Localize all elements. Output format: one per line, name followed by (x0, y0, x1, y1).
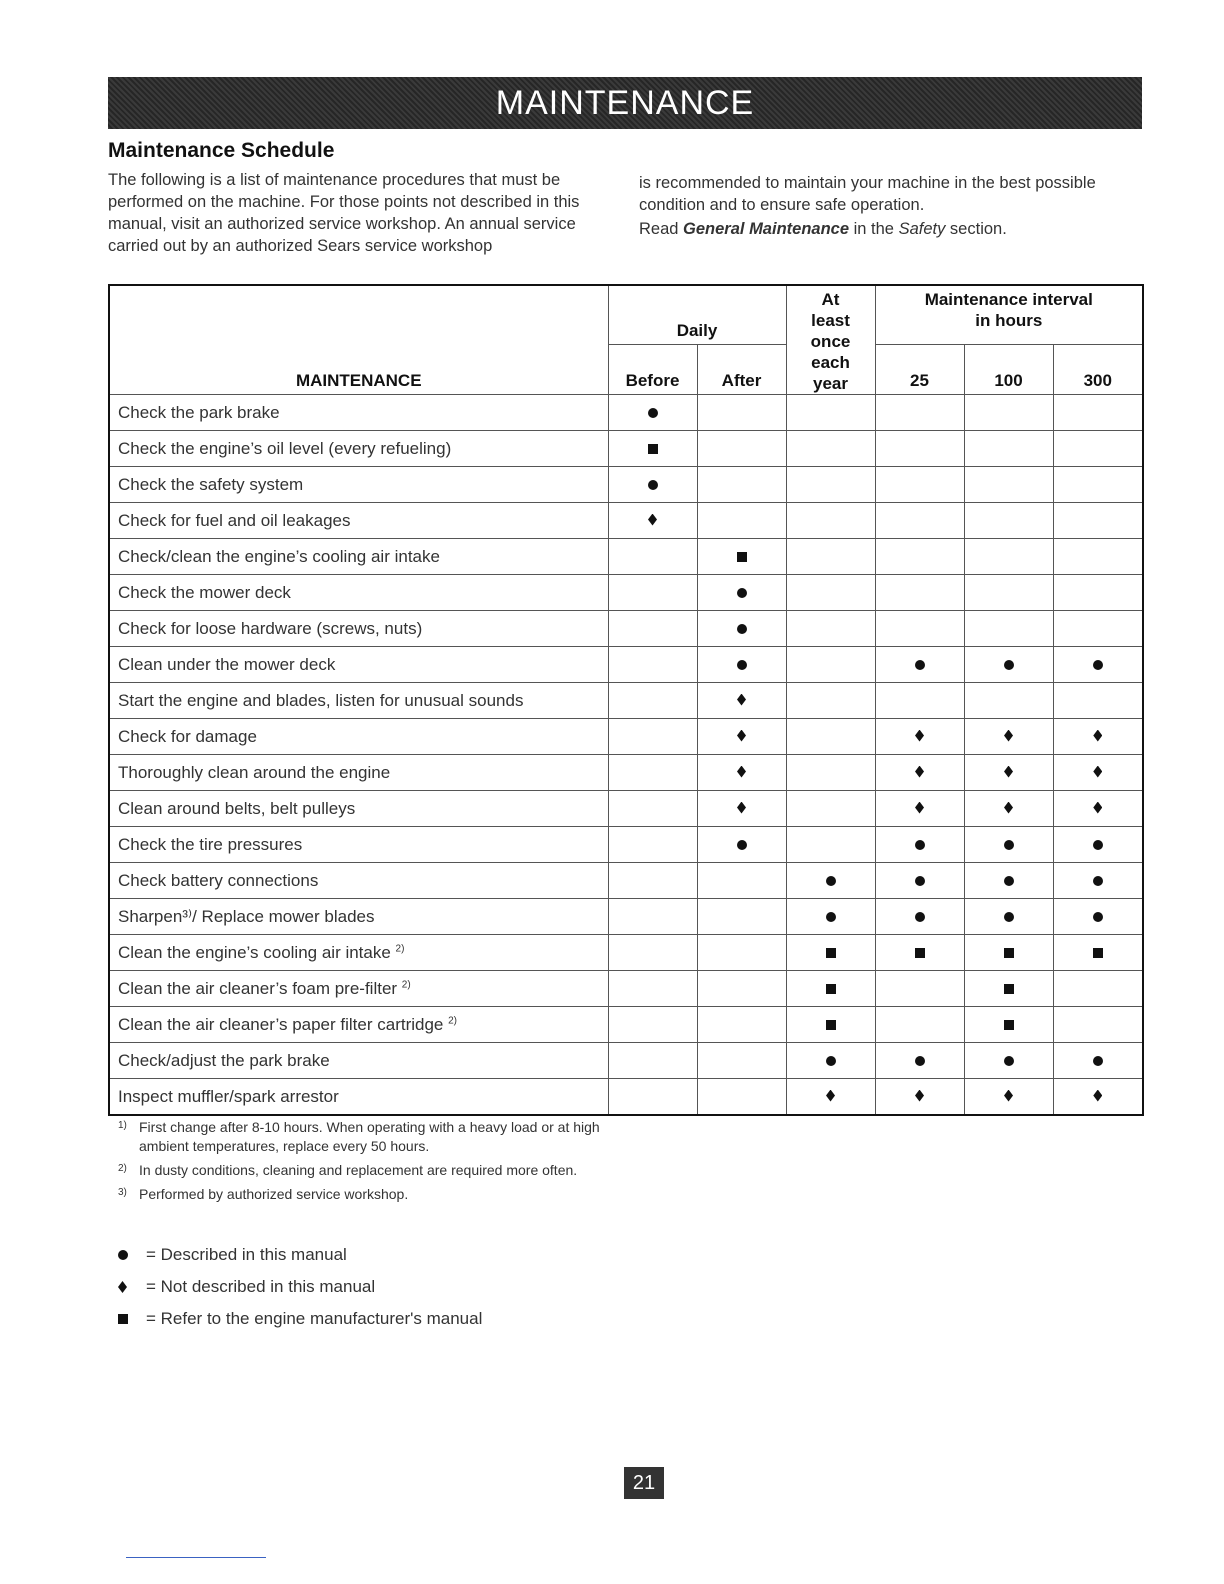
diamond-icon (915, 766, 924, 778)
circle-icon (737, 840, 747, 850)
cell-h25 (875, 683, 964, 719)
cell-h25 (875, 647, 964, 683)
cell-h300 (1053, 611, 1143, 647)
cell-before (608, 539, 697, 575)
cell-annual (786, 935, 875, 971)
cell-h25 (875, 827, 964, 863)
circle-icon (1004, 912, 1014, 922)
cell-before (608, 1007, 697, 1043)
footnote-text: Performed by authorized service workshop. (139, 1186, 409, 1202)
task-label: Check for loose hardware (screws, nuts) (118, 618, 423, 638)
legend-text: = Not described in this manual (146, 1277, 376, 1296)
square-icon (648, 444, 658, 454)
footnote-mark: 2) (118, 1163, 127, 1174)
cell-h25 (875, 467, 964, 503)
diamond-icon (1093, 766, 1102, 778)
task-cell (109, 467, 608, 503)
task-cell (109, 971, 608, 1007)
page-number: 21 (624, 1467, 664, 1499)
diamond-icon (737, 766, 746, 778)
cell-h300 (1053, 395, 1143, 431)
cell-before (608, 899, 697, 935)
cell-h25 (875, 431, 964, 467)
task-label: Clean the engine’s cooling air intake (118, 942, 396, 962)
circle-icon (915, 840, 925, 850)
circle-icon (915, 876, 925, 886)
cell-annual (786, 1007, 875, 1043)
legend-item (118, 1303, 482, 1335)
header-after: After (697, 345, 786, 395)
task-label: Clean under the mower deck (118, 654, 336, 674)
cell-h25 (875, 575, 964, 611)
cell-annual (786, 503, 875, 539)
cell-h25 (875, 1079, 964, 1116)
legend-symbol (118, 1281, 146, 1293)
header-interval: Maintenance interval in hours (875, 285, 1143, 345)
footnote-text: In dusty conditions, cleaning and replacement are required more often. (139, 1162, 578, 1178)
legend-item (118, 1239, 482, 1271)
page-title: Maintenance Schedule (108, 139, 335, 162)
circle-icon (1004, 660, 1014, 670)
cell-h100 (964, 647, 1053, 683)
maintenance-schedule-table (108, 284, 1144, 1116)
task-label: Clean the air cleaner’s paper filter cartridge (118, 1014, 449, 1034)
cell-h100 (964, 719, 1053, 755)
cell-after (697, 791, 786, 827)
circle-icon (1093, 876, 1103, 886)
cell-after (697, 467, 786, 503)
footnote-text: First change after 8-10 hours. When operating with a heavy load or at high ambient temperatures, replace every 50 hours. (139, 1119, 600, 1154)
cell-h300 (1053, 1079, 1143, 1116)
diamond-icon (915, 1090, 924, 1102)
cell-after (697, 899, 786, 935)
cell-h100 (964, 683, 1053, 719)
task-cell (109, 683, 608, 719)
circle-icon (737, 660, 747, 670)
header-daily: Daily (608, 285, 786, 345)
task-label: Check the mower deck (118, 582, 291, 602)
square-icon (118, 1314, 128, 1324)
task-label: Thoroughly clean around the engine (118, 762, 391, 782)
cell-after (697, 719, 786, 755)
header-100: 100 (964, 345, 1053, 395)
cell-before (608, 467, 697, 503)
cell-h25 (875, 863, 964, 899)
cell-h25 (875, 899, 964, 935)
cell-before (608, 719, 697, 755)
task-cell (109, 647, 608, 683)
cell-h25 (875, 971, 964, 1007)
square-icon (1004, 984, 1014, 994)
task-label: Check battery connections (118, 870, 319, 890)
task-label: Check/clean the engine’s cooling air intake (118, 546, 440, 566)
table-row (109, 899, 1143, 935)
cell-after (697, 863, 786, 899)
cell-h100 (964, 611, 1053, 647)
read-suffix: section. (945, 220, 1007, 238)
table-row (109, 791, 1143, 827)
cell-h300 (1053, 971, 1143, 1007)
table-row (109, 611, 1143, 647)
cell-after (697, 539, 786, 575)
cell-before (608, 611, 697, 647)
header-annual: At least once each year (786, 285, 875, 395)
cell-h100 (964, 503, 1053, 539)
square-icon (915, 948, 925, 958)
cell-before (608, 1079, 697, 1116)
cell-after (697, 755, 786, 791)
cell-annual (786, 755, 875, 791)
task-footnote-ref: 2) (401, 978, 411, 990)
legend-text: = Refer to the engine manufacturer's manual (146, 1309, 483, 1328)
task-cell (109, 539, 608, 575)
cell-before (608, 863, 697, 899)
diamond-icon (118, 1281, 127, 1293)
square-icon (826, 948, 836, 958)
cell-before (608, 935, 697, 971)
task-cell (109, 1007, 608, 1043)
task-cell (109, 827, 608, 863)
cell-after (697, 395, 786, 431)
diamond-icon (826, 1090, 835, 1102)
square-icon (737, 552, 747, 562)
cell-h300 (1053, 935, 1143, 971)
circle-icon (1093, 1056, 1103, 1066)
legend-text: = Described in this manual (146, 1245, 347, 1264)
task-cell (109, 863, 608, 899)
cell-h300 (1053, 539, 1143, 575)
circle-icon (826, 912, 836, 922)
cell-annual (786, 683, 875, 719)
table-row (109, 539, 1143, 575)
cell-h300 (1053, 863, 1143, 899)
circle-icon (648, 480, 658, 490)
cell-h25 (875, 395, 964, 431)
task-label: Check for fuel and oil leakages (118, 510, 351, 530)
task-cell (109, 431, 608, 467)
cell-h300 (1053, 683, 1143, 719)
cell-annual (786, 539, 875, 575)
cell-annual (786, 575, 875, 611)
table-row (109, 827, 1143, 863)
cell-annual (786, 1079, 875, 1116)
circle-icon (737, 588, 747, 598)
task-cell (109, 1043, 608, 1079)
task-label: Check for damage (118, 726, 257, 746)
task-label: Clean around belts, belt pulleys (118, 798, 356, 818)
square-icon (1093, 948, 1103, 958)
task-footnote-ref: 2) (395, 942, 405, 954)
task-label: Check the safety system (118, 474, 304, 494)
cell-h300 (1053, 1043, 1143, 1079)
cell-h25 (875, 1007, 964, 1043)
cell-after (697, 827, 786, 863)
cell-h100 (964, 539, 1053, 575)
task-cell (109, 899, 608, 935)
diamond-icon (915, 802, 924, 814)
diamond-icon (737, 730, 746, 742)
circle-icon (1004, 876, 1014, 886)
cell-annual (786, 1043, 875, 1079)
task-cell (109, 755, 608, 791)
circle-icon (1093, 840, 1103, 850)
cell-h25 (875, 791, 964, 827)
cell-after (697, 935, 786, 971)
cell-h300 (1053, 647, 1143, 683)
header-25: 25 (875, 345, 964, 395)
table-row (109, 755, 1143, 791)
cell-annual (786, 647, 875, 683)
section-banner (108, 77, 1142, 129)
cell-h100 (964, 971, 1053, 1007)
task-cell (109, 575, 608, 611)
task-cell (109, 719, 608, 755)
cell-annual (786, 611, 875, 647)
cell-before (608, 575, 697, 611)
circle-icon (1093, 912, 1103, 922)
table-row (109, 863, 1143, 899)
cell-h100 (964, 395, 1053, 431)
table-row (109, 683, 1143, 719)
table-row (109, 431, 1143, 467)
cell-h25 (875, 611, 964, 647)
cell-annual (786, 395, 875, 431)
read-italic-ref: Safety (898, 220, 946, 238)
diamond-icon (1093, 730, 1102, 742)
cell-h300 (1053, 827, 1143, 863)
task-cell (109, 791, 608, 827)
cell-after (697, 575, 786, 611)
read-mid: in the (849, 220, 899, 238)
task-label: Check the park brake (118, 402, 280, 422)
header-maintenance: MAINTENANCE (109, 285, 608, 395)
circle-icon (737, 624, 747, 634)
task-label: Start the engine and blades, listen for unusual sounds (118, 690, 524, 710)
table-row (109, 503, 1143, 539)
schedule-body (109, 395, 1143, 1116)
read-prefix: Read (639, 220, 684, 238)
circle-icon (915, 1056, 925, 1066)
table-row (109, 1043, 1143, 1079)
square-icon (1004, 1020, 1014, 1030)
square-icon (826, 1020, 836, 1030)
cell-after (697, 683, 786, 719)
cell-h100 (964, 1079, 1053, 1116)
banner-title: MAINTENANCE (495, 83, 755, 122)
header-before: Before (608, 345, 697, 395)
cell-h25 (875, 755, 964, 791)
cell-before (608, 503, 697, 539)
header-300: 300 (1053, 345, 1143, 395)
diamond-icon (1004, 1090, 1013, 1102)
circle-icon (118, 1250, 128, 1260)
cell-h25 (875, 539, 964, 575)
legend-symbol (118, 1314, 146, 1324)
footnote-mark: 3) (118, 1187, 127, 1198)
task-footnote-ref: 2) (448, 1014, 458, 1026)
table-row (109, 1079, 1143, 1116)
cell-before (608, 1043, 697, 1079)
diamond-icon (1004, 766, 1013, 778)
diamond-icon (737, 802, 746, 814)
table-row (109, 935, 1143, 971)
circle-icon (1004, 1056, 1014, 1066)
legend-symbol (118, 1250, 146, 1260)
cell-annual (786, 467, 875, 503)
cell-after (697, 971, 786, 1007)
table-row (109, 575, 1143, 611)
task-label: Sharpen³⁾/ Replace mower blades (118, 906, 375, 926)
cell-before (608, 395, 697, 431)
task-label: Check/adjust the park brake (118, 1050, 330, 1070)
square-icon (826, 984, 836, 994)
cell-h300 (1053, 431, 1143, 467)
cell-h300 (1053, 467, 1143, 503)
circle-icon (915, 660, 925, 670)
read-bold-ref: General Maintenance (683, 220, 850, 238)
bottom-rule (126, 1557, 266, 1558)
footnote-item (118, 1118, 618, 1156)
footnote-item (118, 1161, 618, 1180)
cell-after (697, 647, 786, 683)
footnote-mark: 1) (118, 1120, 127, 1131)
cell-h300 (1053, 791, 1143, 827)
legend-item (118, 1271, 482, 1303)
table-row (109, 647, 1143, 683)
cell-h100 (964, 1007, 1053, 1043)
task-cell (109, 935, 608, 971)
intro-right-text: is recommended to maintain your machine in the best possible condition and to ensure safe operation. (639, 174, 1096, 214)
cell-h25 (875, 503, 964, 539)
cell-h100 (964, 755, 1053, 791)
table-row (109, 971, 1143, 1007)
task-cell (109, 611, 608, 647)
cell-annual (786, 863, 875, 899)
intro-left (108, 169, 608, 259)
task-label: Clean the air cleaner’s foam pre-filter (118, 978, 402, 998)
table-row (109, 467, 1143, 503)
cell-annual (786, 431, 875, 467)
square-icon (1004, 948, 1014, 958)
circle-icon (915, 912, 925, 922)
cell-h300 (1053, 503, 1143, 539)
cell-annual (786, 899, 875, 935)
diamond-icon (1004, 730, 1013, 742)
intro-left-text: The following is a list of maintenance procedures that must be performed on the machine. For those points not described in this manual, visit an authorized service workshop. An annual service carried out by an authorized Sears service workshop (108, 171, 580, 255)
cell-h100 (964, 431, 1053, 467)
cell-before (608, 431, 697, 467)
cell-h25 (875, 935, 964, 971)
footnote-item (118, 1185, 618, 1204)
cell-h25 (875, 719, 964, 755)
cell-h100 (964, 791, 1053, 827)
table-row (109, 1007, 1143, 1043)
cell-h100 (964, 1043, 1053, 1079)
diamond-icon (1093, 1090, 1102, 1102)
task-cell (109, 503, 608, 539)
cell-annual (786, 791, 875, 827)
symbol-legend (118, 1239, 482, 1335)
cell-before (608, 647, 697, 683)
cell-h300 (1053, 1007, 1143, 1043)
cell-after (697, 1079, 786, 1116)
cell-before (608, 683, 697, 719)
diamond-icon (915, 730, 924, 742)
footnotes (118, 1118, 618, 1209)
circle-icon (826, 1056, 836, 1066)
cell-h300 (1053, 575, 1143, 611)
cell-annual (786, 971, 875, 1007)
cell-h100 (964, 827, 1053, 863)
task-label: Check the tire pressures (118, 834, 303, 854)
diamond-icon (1004, 802, 1013, 814)
cell-after (697, 1007, 786, 1043)
cell-h100 (964, 467, 1053, 503)
circle-icon (648, 408, 658, 418)
intro-right (639, 172, 1144, 242)
cell-h100 (964, 935, 1053, 971)
cell-h300 (1053, 899, 1143, 935)
circle-icon (1004, 840, 1014, 850)
cell-h25 (875, 1043, 964, 1079)
circle-icon (826, 876, 836, 886)
diamond-icon (737, 694, 746, 706)
cell-annual (786, 827, 875, 863)
task-cell (109, 1079, 608, 1116)
diamond-icon (648, 514, 657, 526)
cell-after (697, 503, 786, 539)
task-cell (109, 395, 608, 431)
cell-h300 (1053, 755, 1143, 791)
diamond-icon (1093, 802, 1102, 814)
cell-before (608, 755, 697, 791)
table-row (109, 395, 1143, 431)
cell-h100 (964, 863, 1053, 899)
cell-after (697, 611, 786, 647)
cell-h300 (1053, 719, 1143, 755)
cell-before (608, 827, 697, 863)
cell-h100 (964, 575, 1053, 611)
table-row (109, 719, 1143, 755)
cell-after (697, 1043, 786, 1079)
cell-h100 (964, 899, 1053, 935)
cell-after (697, 431, 786, 467)
task-label: Check the engine’s oil level (every refueling) (118, 438, 452, 458)
task-label: Inspect muffler/spark arrestor (118, 1086, 339, 1106)
cell-before (608, 791, 697, 827)
cell-before (608, 971, 697, 1007)
cell-annual (786, 719, 875, 755)
circle-icon (1093, 660, 1103, 670)
intro-read-line (639, 218, 1144, 240)
